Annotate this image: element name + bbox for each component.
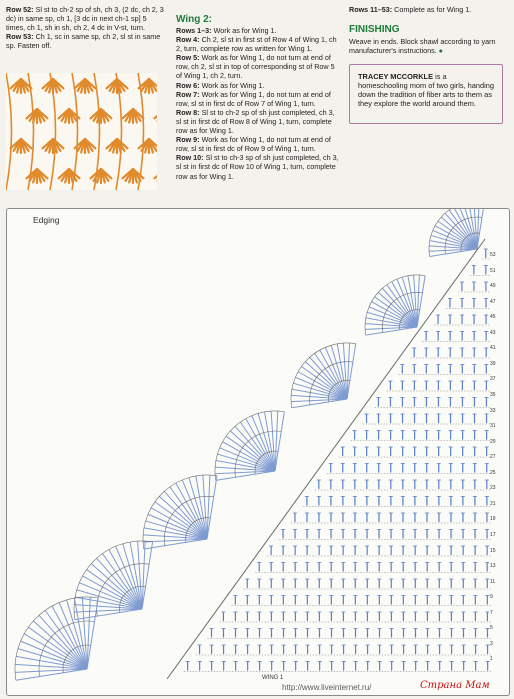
crochet-chart [6, 208, 510, 696]
wing2-row [176, 35, 341, 53]
row-number: 23 [490, 485, 496, 492]
fan-stitch [310, 357, 347, 399]
finishing-paragraph [349, 37, 507, 55]
wing2-heading: Wing 2: [176, 14, 213, 25]
row-number: 15 [490, 547, 496, 554]
wing2-row-label: Row 8: [176, 107, 200, 117]
row-number: 5 [490, 625, 493, 632]
row52-text: Sl st to ch-2 sp of sh, ch 3, (2 dc, ch 2, 3 dc) in same sp, ch 1, [3 dc in next ch-1 sp] 5 times, ch 1, sh in sh, ch 2, 4 dc in V-st, turn. [6, 5, 164, 33]
wing2-row-text: Sl st to ch-3 sp of sh just completed, ch 3, sl st in first dc of Row 10 of Wing 1, turn, complete row as for Wing 1. [176, 153, 339, 181]
fan-stitch [33, 621, 87, 669]
finishing-heading: FINISHING [349, 24, 400, 35]
wing2-instructions [176, 26, 341, 181]
row-number: 25 [490, 469, 496, 476]
watermark-url: http://www.liveinternet.ru/ [282, 683, 372, 692]
author-name: TRACEY MCCORKLE [358, 72, 434, 81]
wing2-row-label: Row 10: [176, 153, 204, 163]
row53-paragraph [6, 32, 164, 50]
row-number: 41 [490, 345, 496, 352]
fan-stitch [305, 362, 347, 399]
chart-diagonal [167, 239, 485, 679]
row-number: 31 [490, 423, 496, 430]
row-number: 39 [490, 360, 496, 367]
row-number: 9 [490, 594, 493, 601]
watermark-brand: Страна Мам [420, 680, 490, 691]
row52-label: Row 52: [6, 5, 34, 14]
wing2-row [176, 26, 341, 35]
wing2-row [176, 53, 341, 80]
end-mark-icon: ● [438, 46, 444, 56]
wing2-row-text: Work as for Wing 1. [213, 26, 277, 35]
fan-stitch [235, 426, 275, 471]
wing2-row-text: Work as for Wing 1. [201, 80, 265, 90]
edging-label: Edging [33, 215, 60, 225]
row53-label: Row 53: [6, 32, 34, 42]
wing2-row-text: Work as for Wing 1, do not turn at end of row, ch 2, sl st in top of corresponding st of Row 5 of Wing 1, ch 2, turn. [176, 53, 335, 81]
author-bio-body: is a homeschooling mom of two girls, handing down the tradition of fiber arts to them as they explore the world around them. [358, 72, 494, 108]
row-number: 21 [490, 500, 496, 507]
rows-11-53-paragraph [349, 5, 509, 14]
pattern-right-column [349, 5, 509, 14]
wing2-row [176, 153, 341, 180]
row-number: 29 [490, 438, 496, 445]
rows-11-53-label: Rows 11–53: [349, 5, 393, 14]
fan-stitch [458, 209, 477, 249]
wing2-row-label: Row 6: [176, 80, 200, 90]
row-number: 35 [490, 392, 496, 398]
row-number: 11 [490, 578, 496, 585]
author-bio-text [358, 72, 498, 108]
row52-paragraph [6, 5, 164, 32]
row-number: 3 [490, 640, 493, 647]
row-number: 49 [490, 283, 496, 290]
row-number: 43 [490, 329, 496, 336]
finishing-text: Weave in ends. Block shawl according to yarn manufacturer's instructions. [349, 37, 496, 56]
fan-stitch [230, 431, 275, 471]
wing2-row-label: Rows 1–3: [176, 26, 212, 35]
row-number: 27 [490, 454, 496, 461]
lace-photo [6, 73, 157, 190]
row-number: 45 [490, 314, 496, 321]
row-number: 53 [490, 252, 496, 258]
row-number: 33 [490, 407, 496, 414]
lace-photo-image [6, 73, 157, 190]
fan-stitch [164, 491, 207, 539]
chart-row-numbers [490, 252, 504, 672]
author-bio-box [349, 64, 503, 124]
wing2-row-label: Row 9: [176, 135, 200, 145]
row-number: 17 [490, 532, 496, 538]
row-number: 7 [490, 609, 493, 616]
wing2-row [176, 108, 341, 135]
row-number: 13 [490, 563, 496, 570]
fan-stitch [39, 615, 87, 669]
wing2-row-text: Ch 2, sl st in first st of Row 4 of Wing 1, ch 2, turn, complete row as written for Wing 1. [176, 35, 337, 54]
wing2-row [176, 135, 341, 153]
row-number: 51 [490, 267, 496, 274]
fan-stitch [97, 558, 142, 609]
wing2-row-label: Row 5: [176, 53, 200, 63]
wing-label: WING 1 [262, 675, 284, 681]
wing2-row-label: Row 4: [176, 35, 200, 45]
row-number: 37 [490, 376, 496, 383]
wing2-row-text: Work as for Wing 1, do not turn at end of row, sl st in first dc of Row 9 of Wing 1, turn. [176, 135, 331, 154]
row-number: 19 [490, 516, 496, 523]
crochet-chart-diagram [7, 209, 509, 695]
rows-11-53-text: Complete as for Wing 1. [394, 5, 472, 14]
pattern-left-column [6, 5, 164, 50]
wing2-row-text: Work as for Wing 1, do not turn at end of row, sl st in first dc of Row 7 of Wing 1, turn. [176, 89, 331, 108]
fan-stitch [159, 496, 207, 539]
wing2-row [176, 90, 341, 108]
wing2-row-label: Row 7: [176, 89, 200, 99]
wing2-row-text: Sl st to ch-2 sp of sh just completed, ch 3, sl st in first dc of Row 8 of Wing 1, turn, complete row as for Wing 1. [176, 107, 335, 136]
fan-stitch [91, 564, 142, 609]
row-number: 1 [490, 656, 493, 663]
wing2-row [176, 81, 341, 90]
row53-text: Ch 1, sc in same sp, ch 2, sl st in same sp. Fasten off. [6, 32, 161, 51]
row-number: 47 [490, 298, 496, 305]
